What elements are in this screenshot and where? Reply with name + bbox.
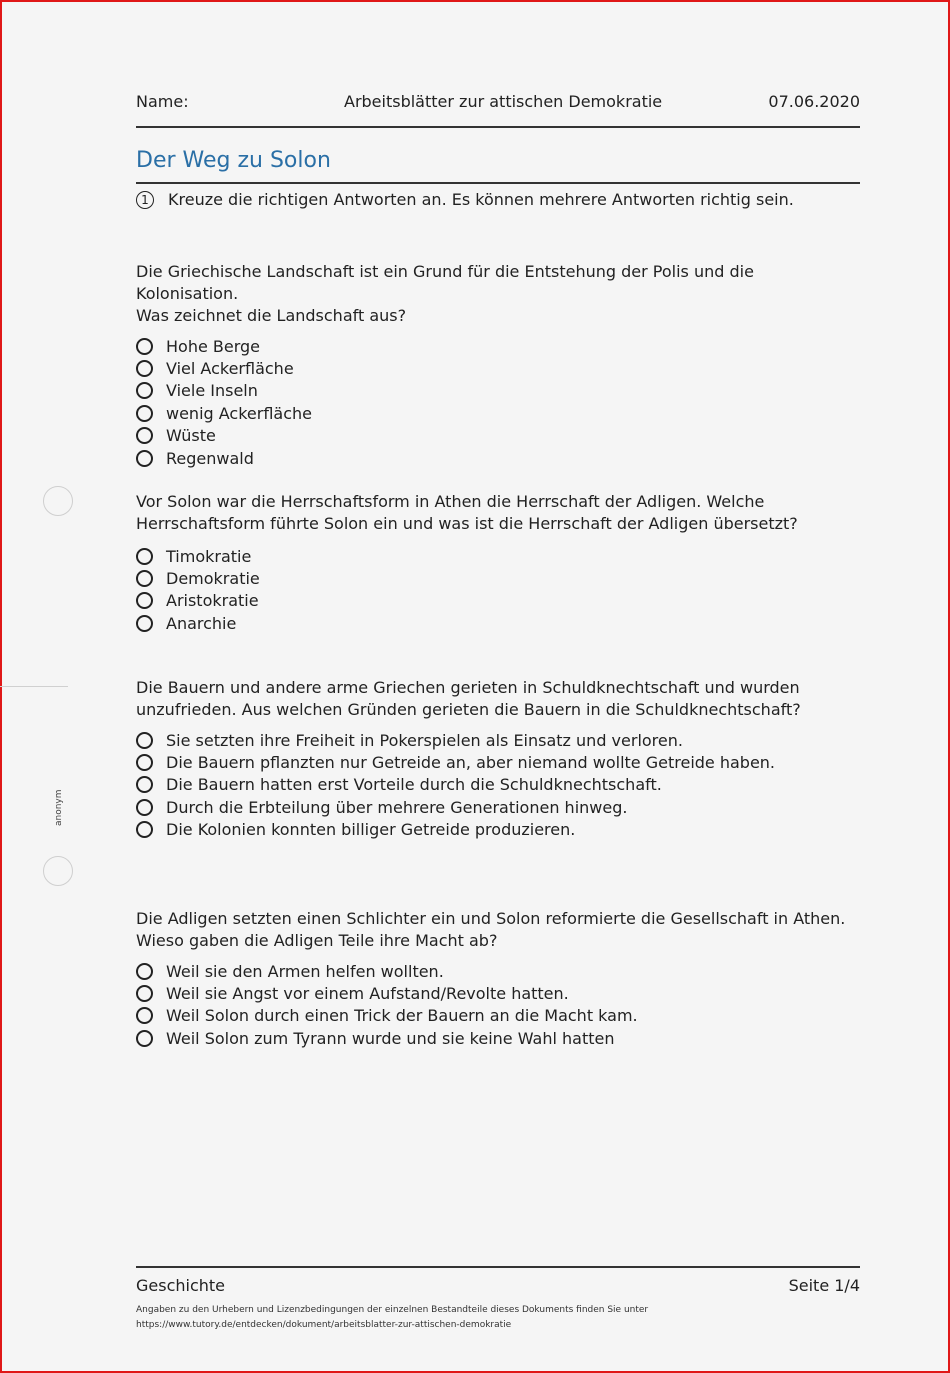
radio-circle-icon[interactable] xyxy=(136,427,153,444)
option-item[interactable]: Viel Ackerfläche xyxy=(136,357,860,379)
radio-circle-icon[interactable] xyxy=(136,615,153,632)
option-item[interactable]: Wüste xyxy=(136,425,860,447)
radio-circle-icon[interactable] xyxy=(136,570,153,587)
punch-hole-top xyxy=(43,486,73,516)
footer-page-number: Seite 1/4 xyxy=(788,1276,860,1295)
question-text: Vor Solon war die Herrschaftsform in Athen die Herrschaft der Adligen. Welche Herrschaftsform führte Solon ein und was ist die Herrschaft der Adligen übersetzt? xyxy=(136,492,798,533)
page-header xyxy=(136,92,860,128)
radio-circle-icon[interactable] xyxy=(136,382,153,399)
option-item[interactable]: Weil Solon durch einen Trick der Bauern an die Macht kam. xyxy=(136,1005,860,1027)
question-4 xyxy=(136,908,860,1050)
task-text: Kreuze die richtigen Antworten an. Es können mehrere Antworten richtig sein. xyxy=(168,190,794,209)
option-item[interactable]: Hohe Berge xyxy=(136,335,860,357)
radio-circle-icon[interactable] xyxy=(136,821,153,838)
option-item[interactable]: Timokratie xyxy=(136,545,860,567)
question-text: Die Adligen setzten einen Schlichter ein und Solon reformierte die Gesellschaft in Athen. Wieso gaben die Adligen Teile ihre Macht ab? xyxy=(136,909,846,950)
task-instruction xyxy=(136,190,860,209)
option-list xyxy=(136,335,860,469)
option-list xyxy=(136,729,860,841)
radio-circle-icon[interactable] xyxy=(136,776,153,793)
option-item[interactable]: Aristokratie xyxy=(136,590,860,612)
option-item[interactable]: Weil sie den Armen helfen wollten. xyxy=(136,960,860,982)
option-item[interactable]: Die Bauern pflanzten nur Getreide an, aber niemand wollte Getreide haben. xyxy=(136,751,860,773)
option-item[interactable]: Anarchie xyxy=(136,612,860,634)
option-item[interactable]: Viele Inseln xyxy=(136,380,860,402)
side-label: anonym xyxy=(54,789,64,826)
radio-circle-icon[interactable] xyxy=(136,732,153,749)
question-text: Die Bauern und andere arme Griechen gerieten in Schuldknechtschaft und wurden unzufrieden. Aus welchen Gründen gerieten die Bauern in die Schuldknechtschaft? xyxy=(136,678,801,719)
fold-mark xyxy=(0,686,68,687)
radio-circle-icon[interactable] xyxy=(136,1030,153,1047)
footer-subject: Geschichte xyxy=(136,1276,226,1295)
question-3 xyxy=(136,677,860,841)
question-2 xyxy=(136,491,860,635)
radio-circle-icon[interactable] xyxy=(136,450,153,467)
option-item[interactable]: Regenwald xyxy=(136,447,860,469)
radio-circle-icon[interactable] xyxy=(136,754,153,771)
option-item[interactable]: Weil sie Angst vor einem Aufstand/Revolte hatten. xyxy=(136,982,860,1004)
page-footer xyxy=(136,1266,860,1298)
name-label: Name: xyxy=(136,92,189,111)
document-date: 07.06.2020 xyxy=(768,92,860,111)
task-number-badge: 1 xyxy=(136,191,154,209)
option-item[interactable]: Die Bauern hatten erst Vorteile durch die Schuldknechtschaft. xyxy=(136,774,860,796)
radio-circle-icon[interactable] xyxy=(136,985,153,1002)
credits-link[interactable]: https://www.tutory.de/entdecken/dokument/arbeitsblatter-zur-attischen-demokratie xyxy=(136,1320,512,1330)
question-1 xyxy=(136,261,860,469)
radio-circle-icon[interactable] xyxy=(136,548,153,565)
option-item[interactable]: Durch die Erbteilung über mehrere Generationen hinweg. xyxy=(136,796,860,818)
punch-hole-bottom xyxy=(43,856,73,886)
radio-circle-icon[interactable] xyxy=(136,799,153,816)
radio-circle-icon[interactable] xyxy=(136,338,153,355)
credits-text: Angaben zu den Urhebern und Lizenzbedingungen der einzelnen Bestandteile dieses Dokuments finden Sie unter xyxy=(136,1305,649,1315)
radio-circle-icon[interactable] xyxy=(136,1007,153,1024)
option-item[interactable]: Demokratie xyxy=(136,567,860,589)
radio-circle-icon[interactable] xyxy=(136,963,153,980)
option-list xyxy=(136,960,860,1050)
option-item[interactable]: Sie setzten ihre Freiheit in Pokerspielen als Einsatz und verloren. xyxy=(136,729,860,751)
radio-circle-icon[interactable] xyxy=(136,592,153,609)
radio-circle-icon[interactable] xyxy=(136,360,153,377)
footer-credits xyxy=(136,1303,860,1333)
section-title: Der Weg zu Solon xyxy=(136,148,860,184)
radio-circle-icon[interactable] xyxy=(136,405,153,422)
question-text: Die Griechische Landschaft ist ein Grund für die Entstehung der Polis und die Kolonisation. Was zeichnet die Landschaft aus? xyxy=(136,262,754,325)
option-item[interactable]: wenig Ackerfläche xyxy=(136,402,860,424)
option-item[interactable]: Die Kolonien konnten billiger Getreide produzieren. xyxy=(136,819,860,841)
option-list xyxy=(136,545,860,635)
document-title: Arbeitsblätter zur attischen Demokratie xyxy=(344,92,663,111)
option-item[interactable]: Weil Solon zum Tyrann wurde und sie keine Wahl hatten xyxy=(136,1027,860,1049)
